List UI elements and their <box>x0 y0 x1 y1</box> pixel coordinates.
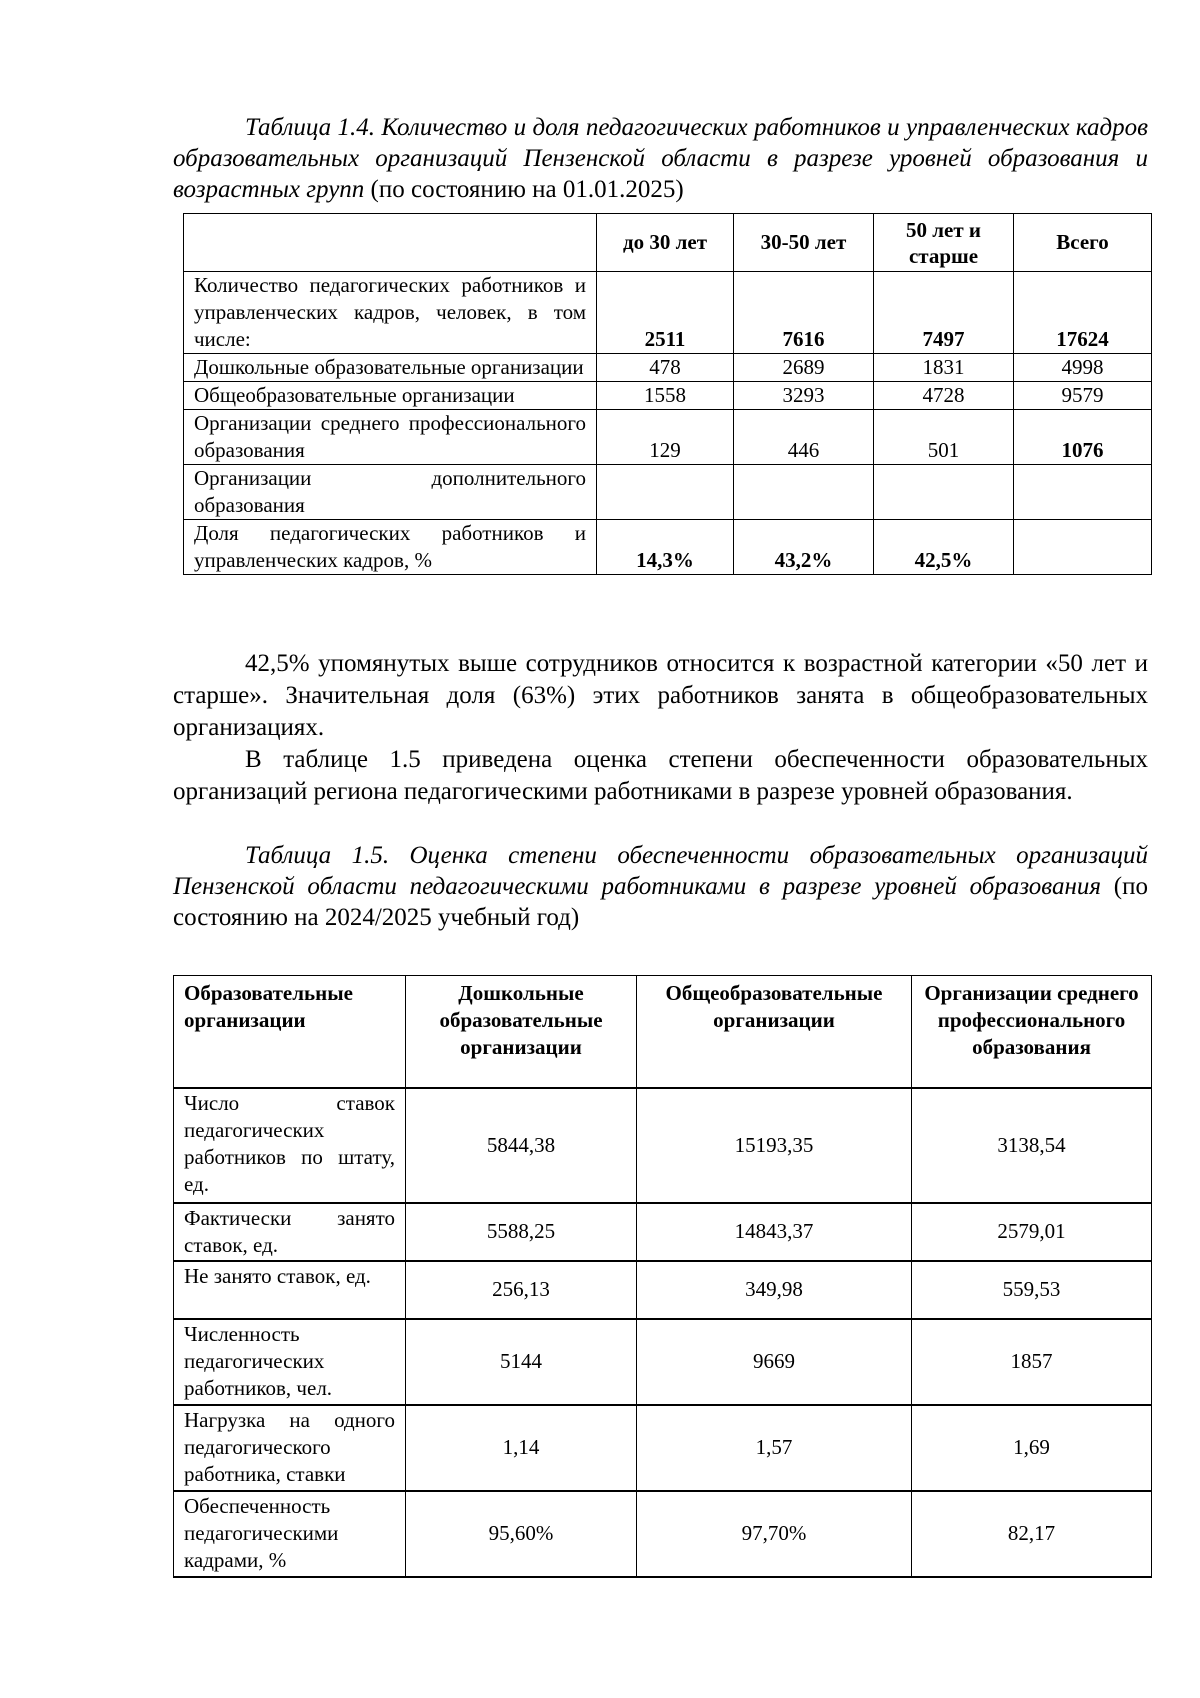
table-row <box>174 1405 1152 1491</box>
row-label: Обеспеченность педагогическими кадрами, % <box>174 1491 406 1577</box>
table-1-5 <box>173 975 1152 1578</box>
cell <box>597 465 734 520</box>
cell: 82,17 <box>912 1491 1152 1577</box>
cell: 349,98 <box>637 1261 912 1319</box>
cell: 14,3% <box>597 520 734 575</box>
header-cell: Дошкольные образовательные организации <box>406 976 637 1088</box>
header-cell: Общеобразовательные организации <box>637 976 912 1088</box>
cell: 7497 <box>874 272 1014 354</box>
cell: 14843,37 <box>637 1203 912 1261</box>
table-row <box>184 520 1152 575</box>
cell <box>1014 520 1152 575</box>
table-row <box>184 465 1152 520</box>
row-label: Общеобразовательные организации <box>184 382 597 410</box>
header-cell: 50 лет и старше <box>874 214 1014 272</box>
cell: 559,53 <box>912 1261 1152 1319</box>
cell: 2579,01 <box>912 1203 1152 1261</box>
cell: 2689 <box>734 354 874 382</box>
cell: 97,70% <box>637 1491 912 1577</box>
paragraph <box>173 744 1148 808</box>
row-label: Фактически занято ставок, ед. <box>174 1203 406 1261</box>
cell: 4998 <box>1014 354 1152 382</box>
cell: 17624 <box>1014 272 1152 354</box>
paragraph-text: 42,5% упомянутых выше сотрудников относится к возрастной категории «50 лет и старше». Значительная доля (63%) этих работников занята в общеобразовательных организациях. <box>173 650 1148 741</box>
cell: 256,13 <box>406 1261 637 1319</box>
cell: 2511 <box>597 272 734 354</box>
cell: 5844,38 <box>406 1088 637 1203</box>
cell <box>1014 465 1152 520</box>
table-1-5-caption <box>173 840 1148 933</box>
cell: 478 <box>597 354 734 382</box>
cell: 1831 <box>874 354 1014 382</box>
caption-italic: Таблица 1.4. Количество и доля педагогических работников и управленческих кадров образовательных организаций Пензенской области в разрезе уровней образования и возрастных групп <box>173 114 1148 203</box>
header-cell <box>184 214 597 272</box>
header-cell: 30-50 лет <box>734 214 874 272</box>
table-1-4-caption <box>173 112 1148 205</box>
cell: 9669 <box>637 1319 912 1405</box>
cell: 4728 <box>874 382 1014 410</box>
table-row <box>184 272 1152 354</box>
cell: 1857 <box>912 1319 1152 1405</box>
table-header-row <box>184 214 1152 272</box>
row-label: Нагрузка на одного педагогического работника, ставки <box>174 1405 406 1491</box>
cell: 446 <box>734 410 874 465</box>
cell: 95,60% <box>406 1491 637 1577</box>
header-cell: Организации среднего профессионального образования <box>912 976 1152 1088</box>
cell: 1558 <box>597 382 734 410</box>
cell: 15193,35 <box>637 1088 912 1203</box>
header-cell: до 30 лет <box>597 214 734 272</box>
table-row <box>174 1491 1152 1577</box>
cell: 5588,25 <box>406 1203 637 1261</box>
cell: 129 <box>597 410 734 465</box>
body-text <box>173 648 1148 808</box>
cell: 7616 <box>734 272 874 354</box>
header-cell: Всего <box>1014 214 1152 272</box>
caption-italic: Таблица 1.5. Оценка степени обеспеченности образовательных организаций Пензенской области педагогическими работниками в разрезе уровней образования <box>173 842 1148 900</box>
table-row <box>174 1203 1152 1261</box>
header-cell: Образовательные организации <box>174 976 406 1088</box>
caption-date: (по состоянию на 01.01.2025) <box>364 176 684 203</box>
row-label: Организации среднего профессионального образования <box>184 410 597 465</box>
table-row <box>184 354 1152 382</box>
row-label: Численность педагогических работников, чел. <box>174 1319 406 1405</box>
row-label: Число ставок педагогических работников по штату, ед. <box>174 1088 406 1203</box>
table-row <box>174 1319 1152 1405</box>
cell: 3293 <box>734 382 874 410</box>
row-label: Не занято ставок, ед. <box>174 1261 406 1319</box>
table-1-4 <box>183 213 1152 575</box>
cell <box>874 465 1014 520</box>
table-row <box>184 410 1152 465</box>
paragraph <box>173 648 1148 744</box>
table-row <box>174 1088 1152 1203</box>
cell: 5144 <box>406 1319 637 1405</box>
cell: 1,57 <box>637 1405 912 1491</box>
row-label: Доля педагогических работников и управленческих кадров, % <box>184 520 597 575</box>
cell <box>734 465 874 520</box>
row-label: Количество педагогических работников и управленческих кадров, человек, в том числе: <box>184 272 597 354</box>
row-label: Организации дополнительного образования <box>184 465 597 520</box>
cell: 1,14 <box>406 1405 637 1491</box>
table-header-row <box>174 976 1152 1088</box>
cell: 501 <box>874 410 1014 465</box>
table-row <box>184 382 1152 410</box>
paragraph-text: В таблице 1.5 приведена оценка степени обеспеченности образовательных организаций региона педагогическими работниками в разрезе уровней образования. <box>173 746 1148 805</box>
table-row <box>174 1261 1152 1319</box>
cell: 1076 <box>1014 410 1152 465</box>
cell: 1,69 <box>912 1405 1152 1491</box>
cell: 3138,54 <box>912 1088 1152 1203</box>
cell: 9579 <box>1014 382 1152 410</box>
caption-date: (по состоянию на 2024/2025 учебный год) <box>173 873 1148 931</box>
cell: 42,5% <box>874 520 1014 575</box>
cell: 43,2% <box>734 520 874 575</box>
row-label: Дошкольные образовательные организации <box>184 354 597 382</box>
